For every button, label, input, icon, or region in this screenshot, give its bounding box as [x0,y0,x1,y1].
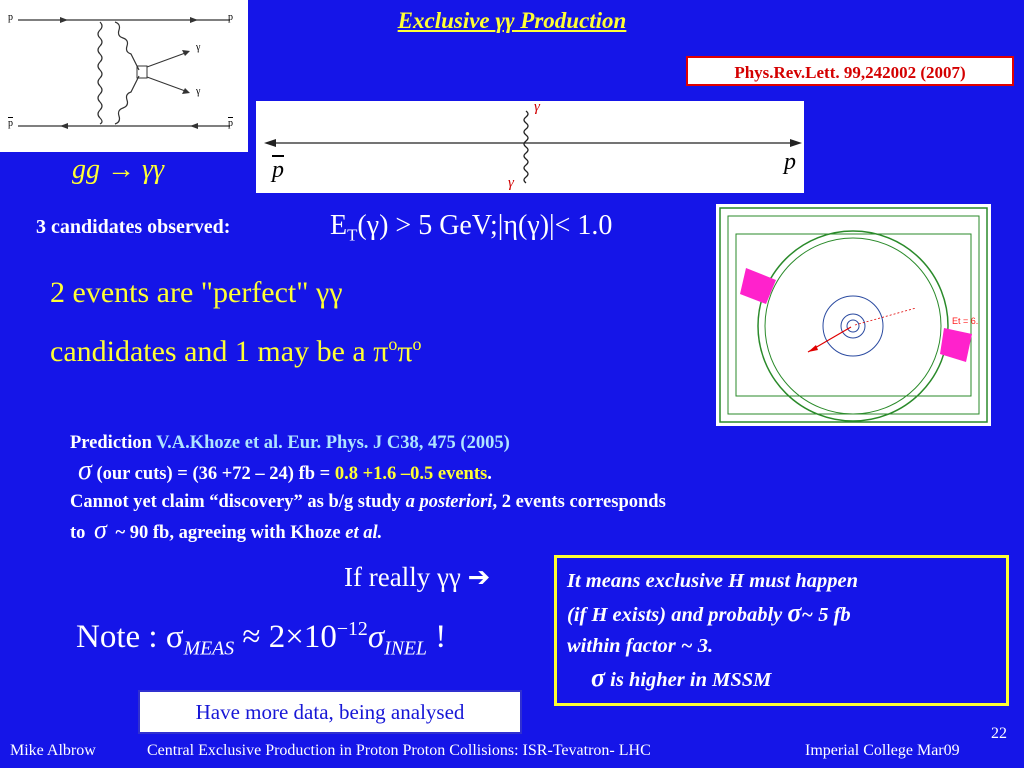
box-line2-a: (if H exists) and probably [567,604,788,626]
prediction-line-4 [70,516,666,547]
title-gamma-gamma: γγ [495,8,515,33]
box-line-1: It means exclusive H must happen [567,570,859,592]
feyn-gamma-1: γ [196,42,201,53]
box-line-4 [567,662,996,696]
event-track-diagram [256,101,804,193]
prediction-line4-italic: et al. [345,523,383,543]
footer-talk-title: Central Exclusive Production in Proton Proton Collisions: ISR-Tevatron- LHC [147,742,651,759]
title-text-post: Production [514,8,627,33]
prediction-cuts-text: (our cuts) = (36 +72 – 24) fb = [91,464,335,484]
cut-t-sub: T [347,225,358,245]
page-number: 22 [991,725,1007,742]
feyn-pbar-bot-left: $\overline{p}$ [8,118,13,129]
track-gamma-top: γ [534,99,540,115]
box-sigma-2: σ [591,663,606,692]
perfect-events-line-2 [50,334,422,369]
prediction-label: Prediction [70,433,157,453]
feynman-diagram-svg [0,0,248,152]
detector-event-display [716,204,991,426]
note-bang: ! [426,619,447,655]
note-exponent: −12 [336,618,368,640]
prediction-block [70,429,666,547]
et-label: Et = 6. [952,316,979,326]
track-pbar-label: $\overline{p}$ [272,157,284,183]
feyn-gamma-2: γ [196,86,201,97]
prediction-line4-a: to [70,523,91,543]
perfect-line2-text: candidates and 1 may be a π [50,335,389,368]
box-line-3: within factor ~ 3. [567,635,714,657]
perfect-line2-pi: π [397,335,413,368]
detector-svg [716,204,991,426]
gg-to-gamma-gamma-label: gg → γγ [72,154,165,185]
feyn-p-top-right: p [228,12,233,23]
prediction-line-1 [70,429,666,457]
box-line4-b: is higher in MSSM [605,669,772,691]
higgs-implication-box [554,555,1009,706]
prediction-line-2 [70,457,666,488]
box-sigma-1: σ [787,598,802,627]
note-meas-sub: MEAS [183,637,235,660]
prediction-events: 0.8 +1.6 –0.5 events [334,464,488,484]
sigma-symbol-2: σ [94,515,107,544]
perfect-line2-o1: o [388,334,398,354]
prediction-line3-italic: a posteriori [405,492,493,512]
prediction-line3-b: , 2 events corresponds [492,492,666,512]
perfect-line2-o2: o [412,334,422,354]
if-really-text: If really γγ [344,562,468,592]
note-formula [76,618,446,661]
perfect-events-line-1: 2 events are "perfect" γγ [50,276,343,309]
sigma-symbol: σ [78,455,92,486]
feynman-diagram [0,0,248,152]
box-line2-b: ~ 5 fb [801,604,851,626]
track-diagram-svg [256,101,804,193]
footer-venue: Imperial College Mar09 [805,742,960,759]
prediction-dot: . [487,464,492,484]
box-line-2 [567,597,996,631]
note-approx: ≈ 2×10 [234,619,337,655]
right-arrow-icon: ➔ [467,562,491,592]
feyn-p-top-left: p [8,12,13,23]
title-text-pre: Exclusive [397,8,496,33]
prediction-line-3 [70,488,666,516]
track-gamma-bottom: γ [508,175,514,191]
cut-rest: (γ) > 5 GeV;|η(γ)|< 1.0 [357,210,613,241]
note-text: Note : σ [76,619,184,655]
if-really-line [344,562,490,593]
selection-cut-formula [330,210,612,246]
reference-box: Phys.Rev.Lett. 99,242002 (2007) [686,56,1014,86]
note-sigma: σ [367,619,385,655]
cut-e: E [330,210,348,241]
prediction-line4-b: ~ 90 fb, agreeing with Khoze [110,523,346,543]
note-inel-sub: INEL [384,637,427,660]
footer-author: Mike Albrow [10,742,96,759]
more-data-box: Have more data, being analysed [138,690,522,734]
prediction-line3-a: Cannot yet claim “discovery” as b/g study [70,492,406,512]
track-p-label: p [784,149,796,175]
candidates-label: 3 candidates observed: [36,216,231,238]
prediction-reference: V.A.Khoze et al. Eur. Phys. J C38, 475 (2005) [156,433,510,453]
feyn-pbar-bot-right: $\overline{p}$ [228,118,233,129]
